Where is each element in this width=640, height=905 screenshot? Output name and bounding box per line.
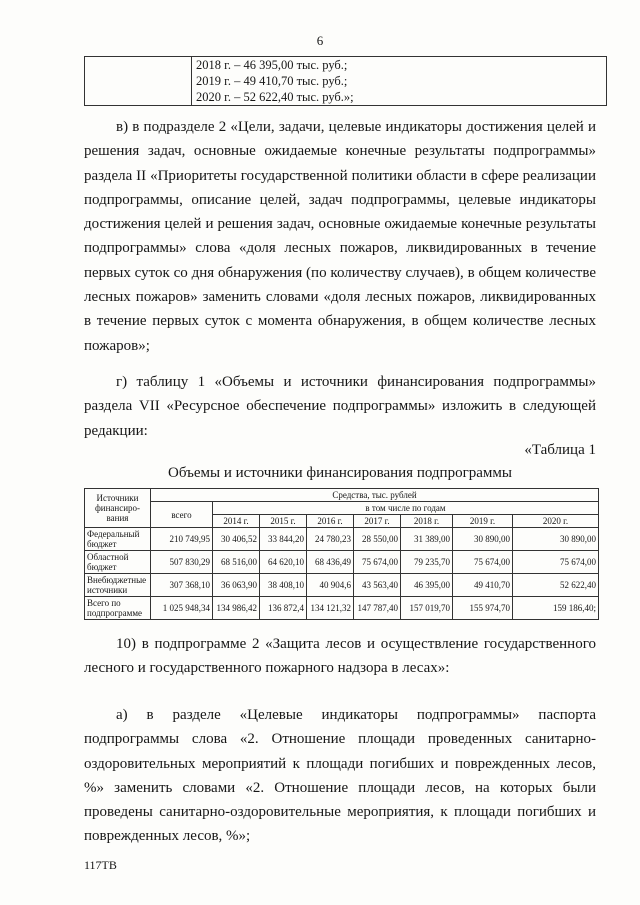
funding-line-2019: 2019 г. – 49 410,70 тыс. руб.; xyxy=(196,74,348,88)
cell-value: 52 622,40 xyxy=(513,574,599,597)
cell-value: 147 787,40 xyxy=(354,597,401,620)
header-sources: Источники финансиро-вания xyxy=(85,489,151,528)
row-label-federal: Федеральный бюджет xyxy=(85,528,151,551)
cell-total: 210 749,95 xyxy=(151,528,213,551)
header-year: 2016 г. xyxy=(307,515,354,528)
paragraph-a: а) в разделе «Целевые индикаторы подпрограммы» паспорта подпрограммы слова «2. Отношение площади проведенных санитарно-оздоровительных мероприятий к площади погибших и поврежденных лесов, %» заменить словами «2. Отношение площади лесов, на которых были проведены санитарно-оздоровительные мероприятия, к площади погибших и поврежденных лесов, %»; xyxy=(84,707,596,845)
paragraph-g: г) таблицу 1 «Объемы и источники финансирования подпрограммы» раздела VII «Ресурсное обеспечение подпрограммы» изложить в следующей редакции: xyxy=(84,374,596,439)
cell-value: 134 121,32 xyxy=(307,597,354,620)
cell-value: 79 235,70 xyxy=(401,551,453,574)
cell-value: 28 550,00 xyxy=(354,528,401,551)
footer-code: 117ТВ xyxy=(84,858,117,872)
cell-value: 49 410,70 xyxy=(453,574,513,597)
table-row xyxy=(85,528,599,551)
paragraph-10: 10) в подпрограмме 2 «Защита лесов и осуществление государственного лесного и государственного пожарного надзора в лесах»: xyxy=(84,636,596,677)
cell-value: 43 563,40 xyxy=(354,574,401,597)
cell-value: 46 395,00 xyxy=(401,574,453,597)
funding-line-2018: 2018 г. – 46 395,00 тыс. руб.; xyxy=(196,58,348,72)
header-total: всего xyxy=(151,502,213,528)
cell-value: 75 674,00 xyxy=(513,551,599,574)
cell-value: 36 063,90 xyxy=(213,574,260,597)
cell-value: 33 844,20 xyxy=(260,528,307,551)
header-year: 2017 г. xyxy=(354,515,401,528)
cell-value: 38 408,10 xyxy=(260,574,307,597)
cell-value: 75 674,00 xyxy=(453,551,513,574)
page-number: 6 xyxy=(316,33,324,48)
cell-value: 30 406,52 xyxy=(213,528,260,551)
header-funds: Средства, тыс. рублей xyxy=(151,489,599,502)
header-by-years: в том числе по годам xyxy=(213,502,599,515)
header-year: 2018 г. xyxy=(401,515,453,528)
funding-line-2020: 2020 г. – 52 622,40 тыс. руб.»; xyxy=(196,90,354,104)
table-row xyxy=(85,551,599,574)
table-row xyxy=(85,574,599,597)
cell-value: 134 986,42 xyxy=(213,597,260,620)
cell-value: 30 890,00 xyxy=(513,528,599,551)
cell-total: 307 368,10 xyxy=(151,574,213,597)
row-label-extrabudgetary: Внебюджетные источники xyxy=(85,574,151,597)
table-title: Объемы и источники финансирования подпрограммы xyxy=(168,465,512,481)
cell-value: 155 974,70 xyxy=(453,597,513,620)
header-year: 2014 г. xyxy=(213,515,260,528)
cell-value: 136 872,4 xyxy=(260,597,307,620)
cell-value: 24 780,23 xyxy=(307,528,354,551)
cell-value: 159 186,40; xyxy=(513,597,599,620)
funding-by-year-cell xyxy=(192,57,607,106)
cell-value: 75 674,00 xyxy=(354,551,401,574)
cell-value: 40 904,6 xyxy=(307,574,354,597)
cell-total: 507 830,29 xyxy=(151,551,213,574)
cell-total: 1 025 948,34 xyxy=(151,597,213,620)
cell-value: 157 019,70 xyxy=(401,597,453,620)
table-label: «Таблица 1 xyxy=(524,442,596,458)
row-label-regional: Областной бюджет xyxy=(85,551,151,574)
previous-table-fragment xyxy=(84,56,607,106)
paragraph-v: в) в подразделе 2 «Цели, задачи, целевые индикаторы достижения целей и решения задач, основные ожидаемые конечные результаты подпрограммы» раздела II «Приоритеты государственной политики области в сфере реализации подпрограммы, описание целей, задач подпрограммы, целевые индикаторы достижения целей и решения задач, основные ожидаемые конечные результаты подпрограммы» слова «доля лесных пожаров, ликвидированных в течение первых суток со дня обнаружения (по количеству случаев), в общем количестве лесных пожаров» заменить словами «доля лесных пожаров, ликвидированных в течение первых суток с момента обнаружения, в общем количестве лесных пожаров»; xyxy=(84,119,596,354)
cell-value: 31 389,00 xyxy=(401,528,453,551)
cell-value: 30 890,00 xyxy=(453,528,513,551)
cell-value: 68 436,49 xyxy=(307,551,354,574)
header-year: 2015 г. xyxy=(260,515,307,528)
financing-table xyxy=(84,488,599,620)
header-year: 2020 г. xyxy=(513,515,599,528)
table-row xyxy=(85,597,599,620)
row-label-total: Всего по подпрограмме xyxy=(85,597,151,620)
header-year: 2019 г. xyxy=(453,515,513,528)
cell-value: 68 516,00 xyxy=(213,551,260,574)
cell-value: 64 620,10 xyxy=(260,551,307,574)
blank-cell xyxy=(85,57,192,106)
